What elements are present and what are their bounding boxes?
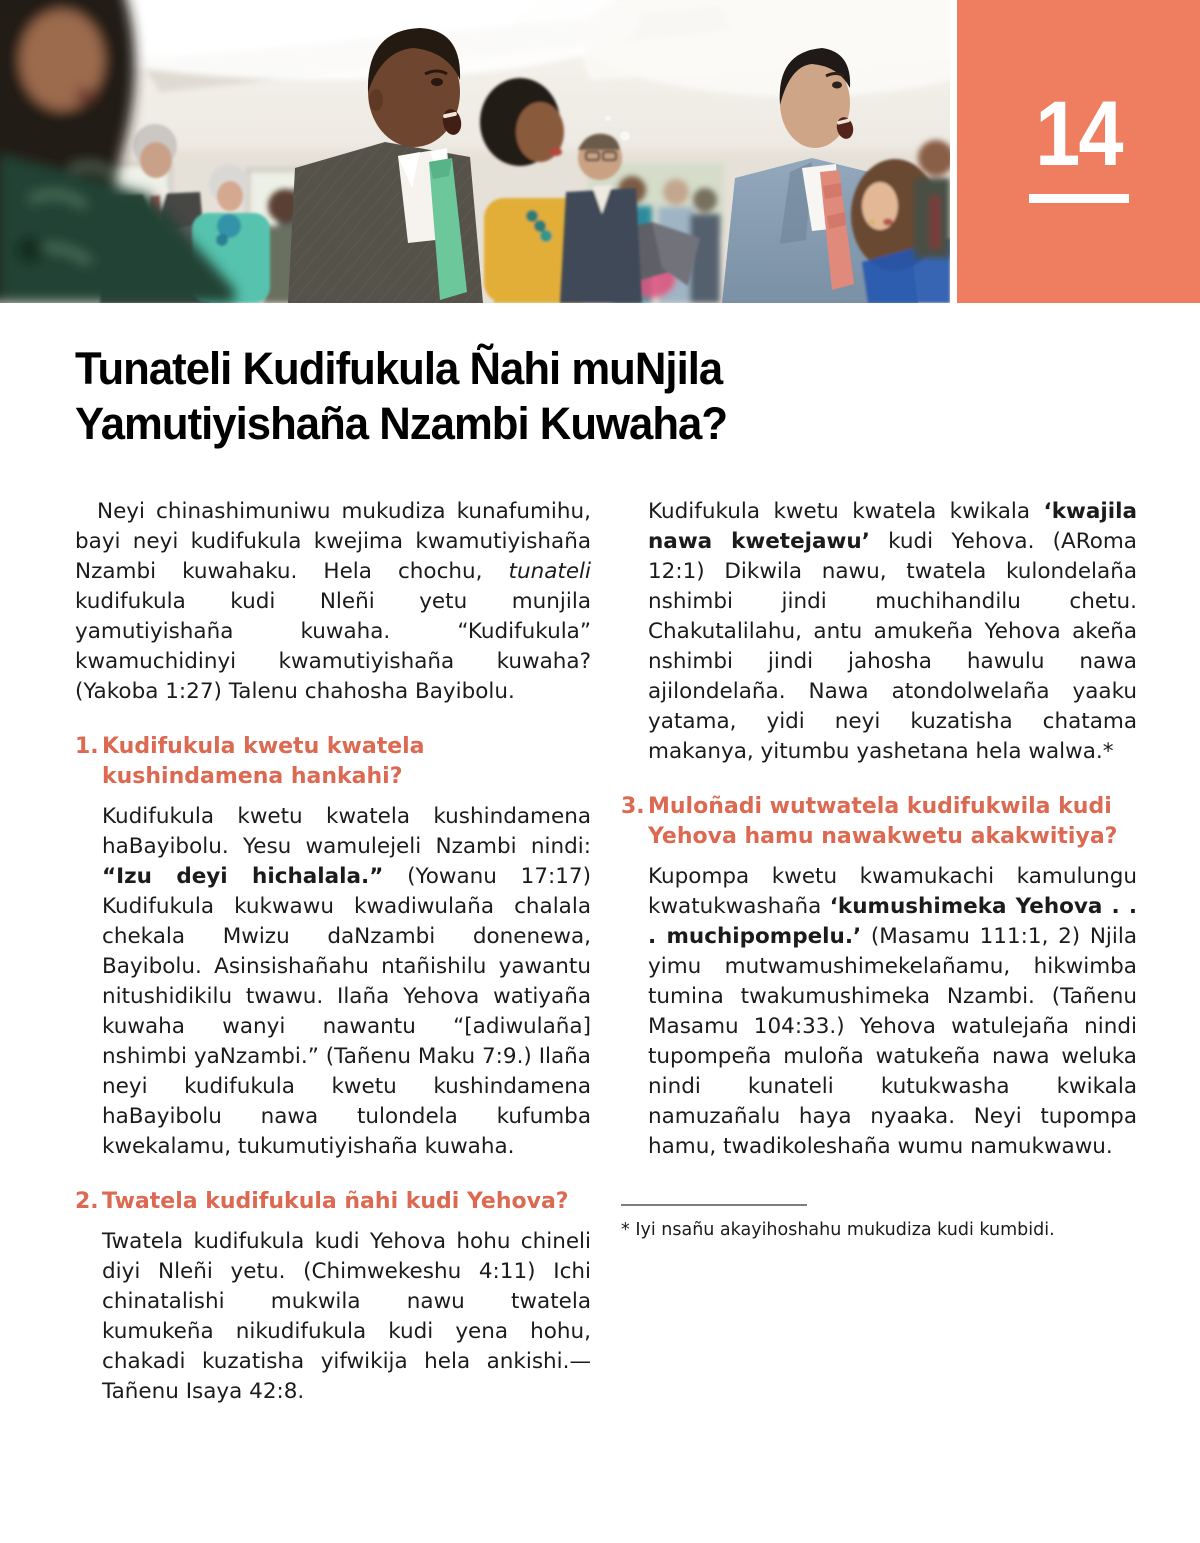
question-2-answer-continued: Kudifukula kwetu kwatela kwikala ‘kwajila nawa kwetejawu’ kudi Yehova. (ARoma 12:1) Dikwila nawu, twatela kulondelaña nshimbi jindi muchihandilu chetu. Chakutalilahu, antu amukeña Yehova akeña nshimbi jindi jahosha hawulu nawa ajilondelaña. Nawa atondolwelaña yaaku yatama, yidi neyi kuzatisha chatama makanya, yitumbu yashetana hela walwa.* (648, 499, 1137, 764)
page-title (75, 341, 909, 451)
question-1-heading (75, 732, 591, 792)
hero-photo (0, 0, 950, 303)
question-1-answer: Kudifukula kwetu kwatela kushindamena haBayibolu. Yesu wamulejeli Nzambi nindi: “Izu deyi hichalala.” (Yowanu 17:17) Kudifukula kukwawu kwadiwulaña chalala chekala Mwizu daNzambi donenewa, Bayibolu. Asinsishañahu ntañishilu yawantu nitushidikilu twawu. Ilaña Yehova watiyaña kuwaha wanyi nawantu “[adiwulaña] nshimbi yaNzambi.” (Tañenu Maku 7:9.) Ilaña neyi kudifukula kwetu kushindamena haBayibolu nawa tulondela kufumba kwekalamu, tukumutiyishaña kuwaha. (102, 804, 591, 1159)
question-2-heading (75, 1187, 591, 1217)
lesson-number-underline (1029, 194, 1129, 203)
question-1-number: 1. (75, 734, 99, 759)
congregation-photo-illustration (0, 0, 950, 303)
lesson-number: 14 (1035, 83, 1122, 185)
question-1-text: Kudifukula kwetu kwatela kushindamena hankahi? (102, 734, 425, 789)
far-right-man-figure (914, 140, 950, 258)
left-column (75, 497, 591, 1407)
question-3-heading (621, 792, 1137, 852)
question-3-number: 3. (621, 794, 645, 819)
question-2-number: 2. (75, 1189, 99, 1214)
question-2-text: Twatela kudifukula ñahi kudi Yehova? (102, 1189, 569, 1214)
question-2-answer: Twatela kudifukula kudi Yehova hohu chineli diyi Nleñi yetu. (Chimwekeshu 4:11) Ichi chinatalishi mukwila nawu twatela kumukeña nikudifukula kudi yena hohu, chakadi kuzatisha yifwikija hela ankishi.—Tañenu Isaya 42:8. (102, 1229, 591, 1404)
right-column (621, 497, 1137, 1242)
page-title-line2: Yamutiyishaña Nzambi Kuwaha? (75, 398, 728, 449)
footnote-text: * Iyi nsañu akayihoshahu mukudiza kudi kumbidi. (621, 1220, 1055, 1240)
question-3-answer: Kupompa kwetu kwamukachi kamulungu kwatukwashaña ‘kumushimeka Yehova . . . muchipompelu.’ (Masamu 111:1, 2) Njila yimu mutwamushimekelañamu, hikwimba tumina twakumushimeka Nzambi. (Tañenu Masamu 104:33.) Yehova watulejaña nindi tupompeña muloña watukeña nawa weluka nindi kunateli kutukwasha kwikala namuzañalu haya nyaaka. Neyi tupompa hamu, twadikoleshaña wumu namukwawu. (648, 864, 1137, 1159)
intro-paragraph: Neyi chinashimuniwu mukudiza kunafumihu, bayi neyi kudifukula kwejima kwamutiyishaña Nzambi kuwahaku. Hela chochu, tunateli kudifukula kudi Nleñi yetu munjila yamutiyishaña kuwaha. “Kudifukula” kwamuchidinyi kwamutiyishaña kuwaha? (Yakoba 1:27) Talenu chahosha Bayibolu. (75, 499, 591, 704)
question-3-text: Muloñadi wutwatela kudifukwila kudi Yehova hamu nawakwetu akakwitiya? (648, 794, 1118, 849)
footnote (621, 1204, 1137, 1242)
footnote-separator (621, 1204, 807, 1206)
lesson-number-badge (957, 0, 1200, 303)
page-title-line1: Tunateli Kudifukula Ñahi muNjila (75, 343, 723, 394)
